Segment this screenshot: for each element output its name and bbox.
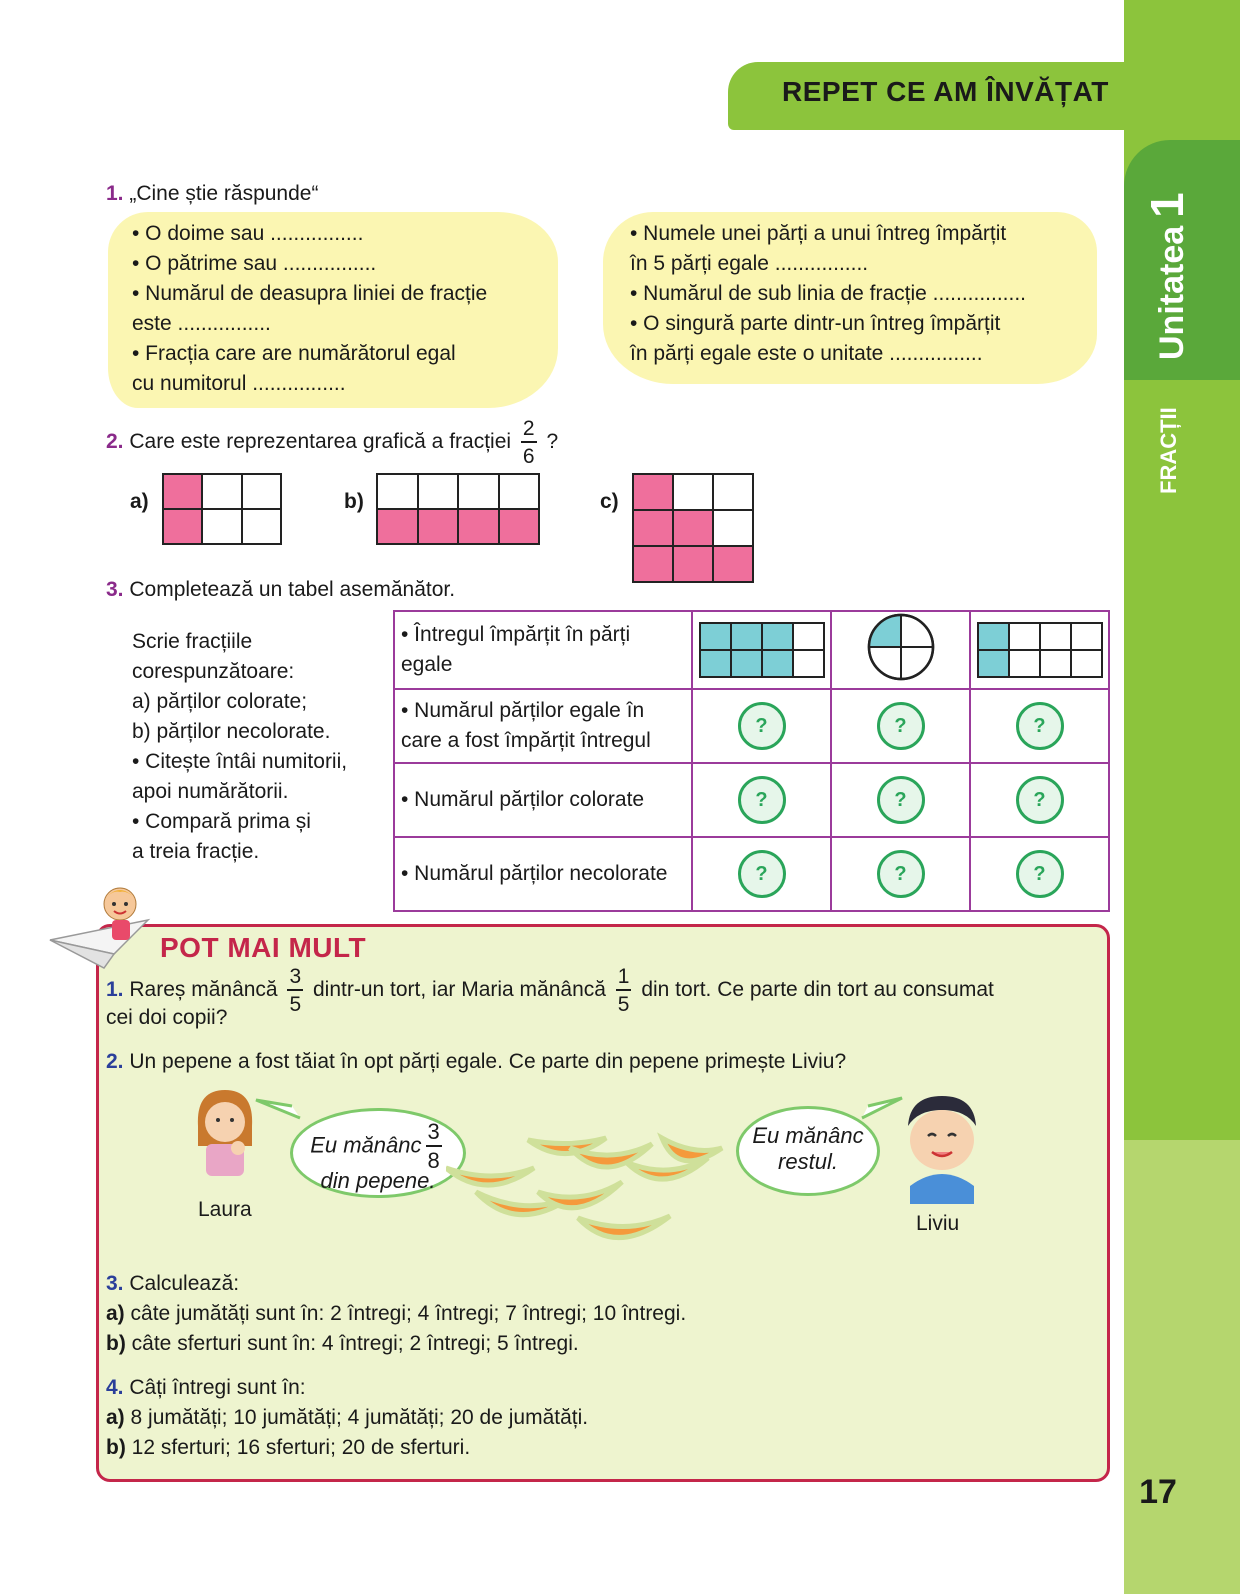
- colored-part: [419, 510, 458, 543]
- bonus-p1-line2: cei doi copii?: [106, 1006, 228, 1029]
- answer-bubble[interactable]: ?: [1016, 776, 1064, 824]
- ex3-table: [393, 610, 1110, 912]
- colored-part: [500, 510, 539, 543]
- answer-bubble[interactable]: ?: [738, 702, 786, 750]
- liviu-name: Liviu: [916, 1212, 960, 1235]
- text-line: • Citește întâi numitorii,: [132, 750, 348, 773]
- option-c-label: c): [600, 490, 619, 513]
- option-a-grid: [162, 473, 282, 545]
- colored-part: [732, 624, 761, 649]
- colored-part: [378, 510, 417, 543]
- bonus-p2: 2. Un pepene a fost tăiat în opt părți egale. Ce parte din pepene primește Liviu?: [106, 1050, 847, 1073]
- answer-cell[interactable]: [831, 763, 970, 837]
- colored-part: [164, 475, 201, 508]
- text-line: în părți egale este o unitate ................: [630, 342, 983, 365]
- uncolored-part: [500, 475, 539, 508]
- table-row: [394, 763, 1109, 837]
- bonus-p4-b: b) 12 sferturi; 16 sferturi; 20 de sferturi.: [106, 1436, 471, 1459]
- bonus-p4-a: a) 8 jumătăți; 10 jumătăți; 4 jumătăți; 20 de jumătăți.: [106, 1406, 589, 1429]
- uncolored-part: [714, 475, 752, 509]
- text-line: este ................: [132, 312, 271, 335]
- colored-part: [714, 547, 752, 581]
- laura-name: Laura: [198, 1198, 252, 1221]
- text-line: • Numărul de sub linia de fracție ................: [630, 282, 1027, 305]
- text-line: • O pătrime sau ................: [132, 252, 377, 275]
- colored-part: [459, 510, 498, 543]
- row-label: • Numărul părților egale în care a fost împărțit întregul: [394, 689, 692, 763]
- answer-bubble[interactable]: ?: [738, 776, 786, 824]
- bonus-p3-title: 3. Calculează:: [106, 1272, 240, 1295]
- row-label: • Numărul părților colorate: [394, 763, 692, 837]
- uncolored-part: [243, 510, 280, 543]
- uncolored-part: [1041, 624, 1070, 649]
- ex1-heading: 1. „Cine știe răspunde“: [106, 182, 319, 205]
- ex3-heading: 3. Completează un tabel asemănător.: [106, 578, 456, 601]
- uncolored-part: [674, 475, 712, 509]
- bonus-p3-b: b) câte sferturi sunt în: 4 întregi; 2 întregi; 5 întregi.: [106, 1332, 579, 1355]
- chapter-label: FRACȚII: [1156, 407, 1181, 494]
- answer-bubble[interactable]: ?: [1016, 850, 1064, 898]
- text-line: • Fracția care are numărătorul egal: [132, 342, 456, 365]
- fraction-3-5: $\frac{3}{5}$: [289, 965, 302, 1016]
- row-label: • Întregul împărțit în părți egale: [394, 611, 692, 689]
- answer-bubble[interactable]: ?: [877, 850, 925, 898]
- colored-part: [701, 651, 730, 676]
- ex2-heading: 2. Care este reprezentarea grafică a fracției $\frac{2}{6}$ ?: [106, 417, 559, 468]
- uncolored-part: [203, 510, 240, 543]
- colored-part: [732, 651, 761, 676]
- answer-bubble[interactable]: ?: [877, 776, 925, 824]
- shape-rect-1: [699, 622, 825, 678]
- bonus-title: POT MAI MULT: [160, 932, 367, 963]
- fraction-1-5: $\frac{1}{5}$: [617, 965, 630, 1016]
- liviu-illustration: [896, 1090, 986, 1204]
- option-b-grid: [376, 473, 540, 545]
- text-line: • O singură parte dintr-un întreg împărțit: [630, 312, 1001, 335]
- page-title: REPET CE AM ÎNVĂȚAT: [782, 76, 1109, 107]
- girl-on-paper-plane-illustration: [44, 880, 156, 980]
- uncolored-part: [378, 475, 417, 508]
- melon-slices-illustration: [446, 1128, 736, 1260]
- colored-part: [634, 511, 672, 545]
- laura-speech-bubble: Eu mănânc $\frac{3}{8}$ din pepene.: [290, 1108, 466, 1198]
- uncolored-part: [714, 511, 752, 545]
- answer-bubble[interactable]: ?: [1016, 702, 1064, 750]
- text-line: • Numele unei părți a unui întreg împărțit: [630, 222, 1007, 245]
- answer-bubble[interactable]: ?: [738, 850, 786, 898]
- answer-cell[interactable]: [692, 837, 831, 911]
- shape-cell: [831, 611, 970, 689]
- page-number: 17: [1139, 1473, 1177, 1511]
- text-line: • Compară prima și: [132, 810, 311, 833]
- shape-cell: [970, 611, 1109, 689]
- ex2-fraction: $\frac{2}{6}$: [522, 417, 535, 468]
- colored-part: [634, 547, 672, 581]
- colored-part: [763, 624, 792, 649]
- answer-cell[interactable]: [970, 689, 1109, 763]
- text-line: în 5 părți egale ................: [630, 252, 869, 275]
- laura-illustration: [190, 1086, 260, 1178]
- uncolored-part: [1072, 651, 1101, 676]
- colored-part: [763, 651, 792, 676]
- table-row: [394, 611, 1109, 689]
- answer-cell[interactable]: [970, 837, 1109, 911]
- text-line: a) părților colorate;: [132, 690, 308, 713]
- uncolored-part: [419, 475, 458, 508]
- uncolored-part: [1041, 651, 1070, 676]
- table-row: [394, 689, 1109, 763]
- text-line: cu numitorul ................: [132, 372, 346, 395]
- text-line: b) părților necolorate.: [132, 720, 331, 743]
- text-line: corespunzătoare:: [132, 660, 295, 683]
- colored-part: [164, 510, 201, 543]
- colored-part: [634, 475, 672, 509]
- uncolored-part: [1072, 624, 1101, 649]
- text-line: apoi numărătorii.: [132, 780, 289, 803]
- fraction-3-8: $\frac{3}{8}$: [427, 1119, 440, 1173]
- answer-cell[interactable]: [831, 837, 970, 911]
- option-b-label: b): [344, 490, 364, 513]
- shape-cell: [692, 611, 831, 689]
- table-row: [394, 837, 1109, 911]
- answer-cell[interactable]: [970, 763, 1109, 837]
- answer-cell[interactable]: [692, 763, 831, 837]
- text-line: a treia fracție.: [132, 840, 260, 863]
- text-line: • Numărul de deasupra liniei de fracție: [132, 282, 488, 305]
- bonus-p4-title: 4. Câți întregi sunt în:: [106, 1376, 306, 1399]
- colored-part: [674, 511, 712, 545]
- text-line: Scrie fracțiile: [132, 630, 253, 653]
- bonus-p3-a: a) câte jumătăți sunt în: 2 întregi; 4 întregi; 7 întregi; 10 întregi.: [106, 1302, 687, 1325]
- option-c-grid: [632, 473, 754, 583]
- uncolored-part: [794, 624, 823, 649]
- answer-cell[interactable]: [831, 689, 970, 763]
- option-a-label: a): [130, 490, 149, 513]
- colored-part: [979, 651, 1008, 676]
- uncolored-part: [459, 475, 498, 508]
- liviu-speech-bubble: Eu mănânc restul.: [736, 1106, 880, 1196]
- uncolored-part: [1010, 651, 1039, 676]
- answer-bubble[interactable]: ?: [877, 702, 925, 750]
- shape-circle: [866, 612, 936, 682]
- colored-part: [674, 547, 712, 581]
- uncolored-part: [794, 651, 823, 676]
- colored-part: [979, 624, 1008, 649]
- unit-label: Unitatea1: [1141, 192, 1193, 360]
- uncolored-part: [203, 475, 240, 508]
- colored-part: [701, 624, 730, 649]
- row-label: • Numărul părților necolorate: [394, 837, 692, 911]
- shape-rect-2: [977, 622, 1103, 678]
- uncolored-part: [1010, 624, 1039, 649]
- laura-bubble-tail: [252, 1096, 302, 1126]
- text-line: • O doime sau ................: [132, 222, 364, 245]
- answer-cell[interactable]: [692, 689, 831, 763]
- bonus-p1-line1: 1. Rareș mănâncă $\frac{3}{5}$ dintr-un tort, iar Maria mănâncă $\frac{1}{5}$ din tort. Ce parte din tort au consumat: [106, 965, 994, 1016]
- uncolored-part: [243, 475, 280, 508]
